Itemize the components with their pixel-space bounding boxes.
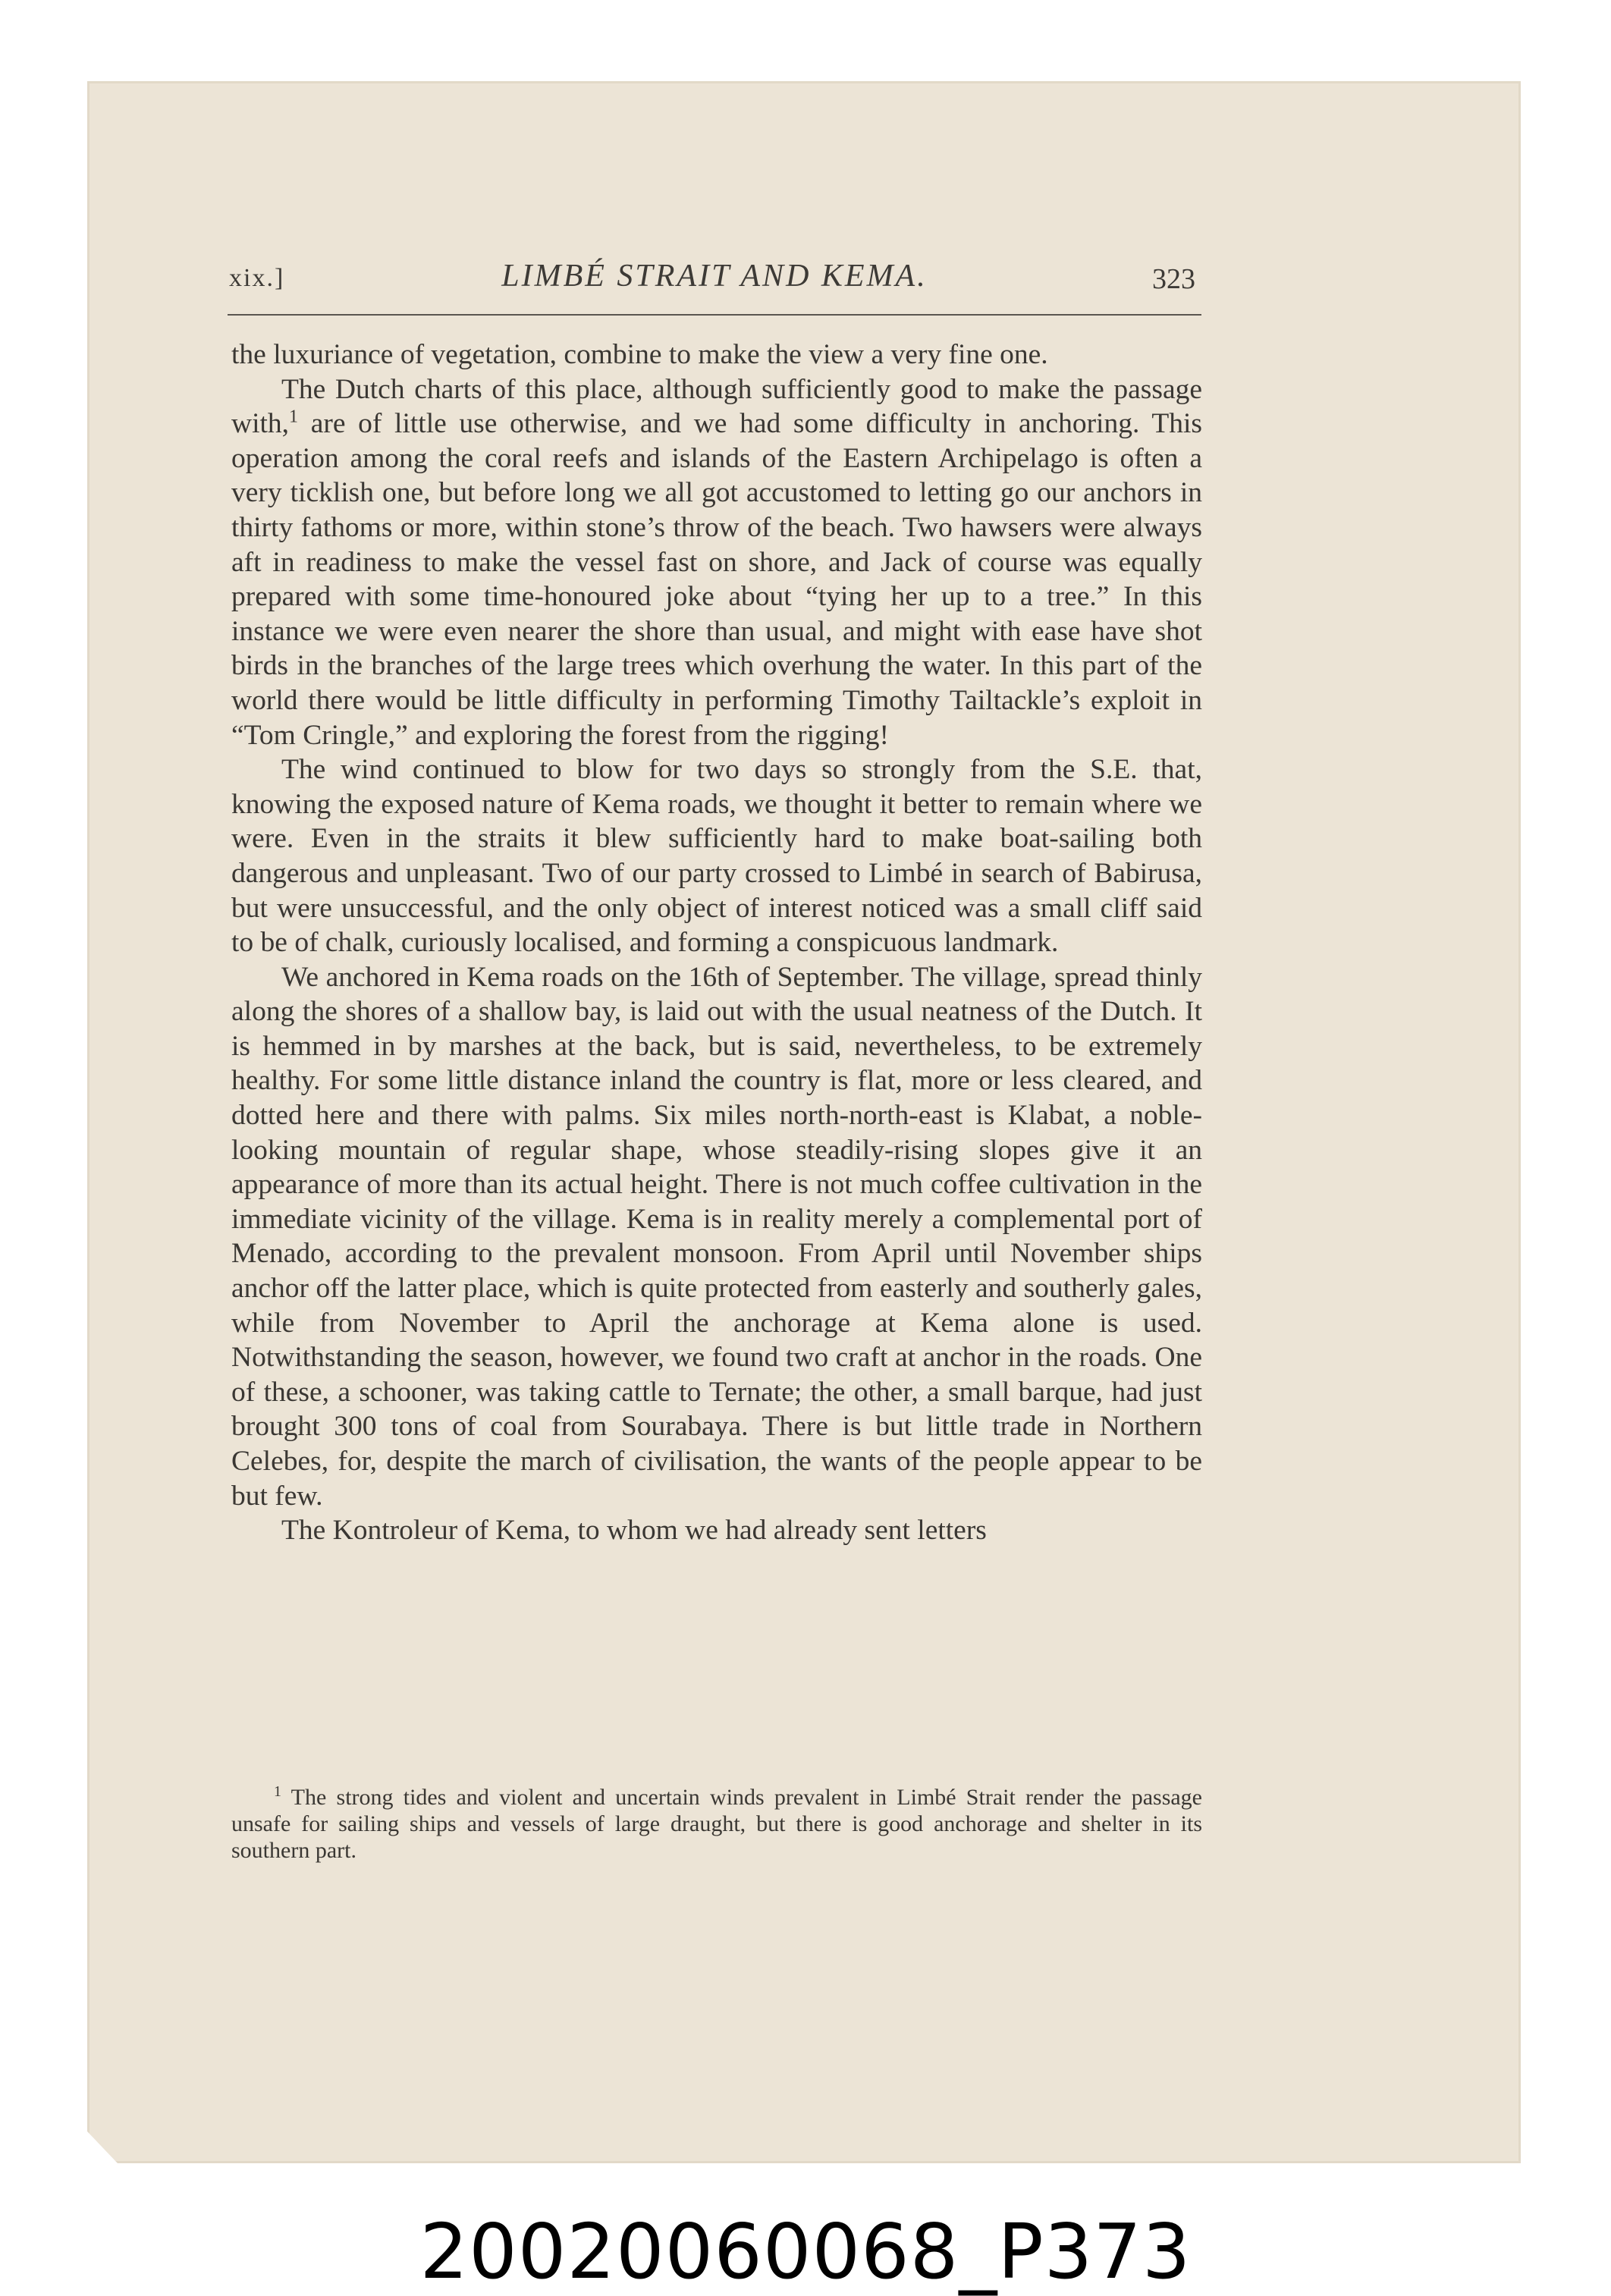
- paragraph-3: The wind continued to blow for two days so strongly from the S.E. that, knowing the exposed nature of Kema roads, we thought it better to remain where we were. Even in the straits it blew sufficiently hard to make boat-sailing both dangerous and unpleasant. Two of our party crossed to Limbé in search of Babirusa, but were unsuccessful, and the only object of interest noticed was a small cliff said to be of chalk, curiously localised, and forming a conspicuous landmark.: [231, 754, 1202, 959]
- footnote-text: The strong tides and violent and uncertain winds prevalent in Limbé Strait render the passage unsafe for sailing ships and vessels of large draught, but there is good anchorage and shelter in its southern part.: [231, 1785, 1202, 1863]
- paragraph-2-text-cont: are of little use otherwise, and we had some difficulty in anchoring. This operation among the coral reefs and islands of the Eastern Archipelago is often a very ticklish one, but before long we all got accustomed to letting go our anchors in thirty fathoms or more, within stone’s throw of the beach. Two hawsers were always aft in readiness to make the vessel fast on shore, and Jack of course was equally prepared with some time-honoured joke about “tying her up to a tree.” In this instance we were even nearer the shore than usual, and might with ease have shot birds in the branches of the large trees which overhung the water. In this part of the world there would be little difficulty in performing Timothy Tailtackle’s exploit in “Tom Cringle,” and exploring the forest from the rigging!: [231, 408, 1202, 751]
- body-text: [231, 338, 1202, 1548]
- footnote-paragraph: [231, 1784, 1202, 1864]
- catalog-id-label: 20020060068_P373: [419, 2207, 1192, 2296]
- paragraph-2: [231, 372, 1202, 753]
- footnote: [231, 1784, 1202, 1864]
- page-torn-corner: [87, 2131, 118, 2163]
- chapter-number: xix.]: [229, 264, 285, 292]
- running-header: [229, 258, 1200, 306]
- paragraph-5: The Kontroleur of Kema, to whom we had already sent letters: [281, 1515, 987, 1547]
- running-head-title: LIMBÉ STRAIT AND KEMA.: [501, 259, 928, 294]
- paragraph-2-text: The Dutch charts of this place, although sufficiently good to make the passage with,: [231, 373, 1202, 440]
- header-rule: [228, 314, 1201, 316]
- paragraph-4: We anchored in Kema roads on the 16th of September. The village, spread thinly along the shores of a shallow bay, is laid out with the usual neatness of the Dutch. It is hemmed in by marshes at the back, but is said, nevertheless, to be extremely healthy. For some little distance inland the country is flat, more or less cleared, and dotted here and there with palms. Six miles north-north-east is Klabat, a noble-looking mountain of regular shape, whose steadily-rising slopes give it an appearance of more than its actual height. There is not much coffee cultivation in the immediate vicinity of the village. Kema is in reality merely a complemental port of Menado, according to the prevalent monsoon. From April until November ships anchor off the latter place, which is quite protected from easterly and southerly gales, while from November to April the anchorage at Kema alone is used. Notwithstanding the season, however, we found two craft at anchor in the roads. One of these, a schooner, was taking cattle to Ternate; the other, a small barque, had just brought 300 tons of coal from Sourabaya. There is but little trade in Northern Celebes, for, despite the march of civilisation, the wants of the people appear to be but few.: [231, 961, 1202, 1512]
- paragraph-1: the luxuriance of vegetation, combine to make the view a very fine one.: [231, 339, 1048, 370]
- footnote-reference: 1: [289, 407, 299, 427]
- page-number: 323: [1152, 263, 1195, 295]
- footnote-marker: 1: [274, 1783, 281, 1800]
